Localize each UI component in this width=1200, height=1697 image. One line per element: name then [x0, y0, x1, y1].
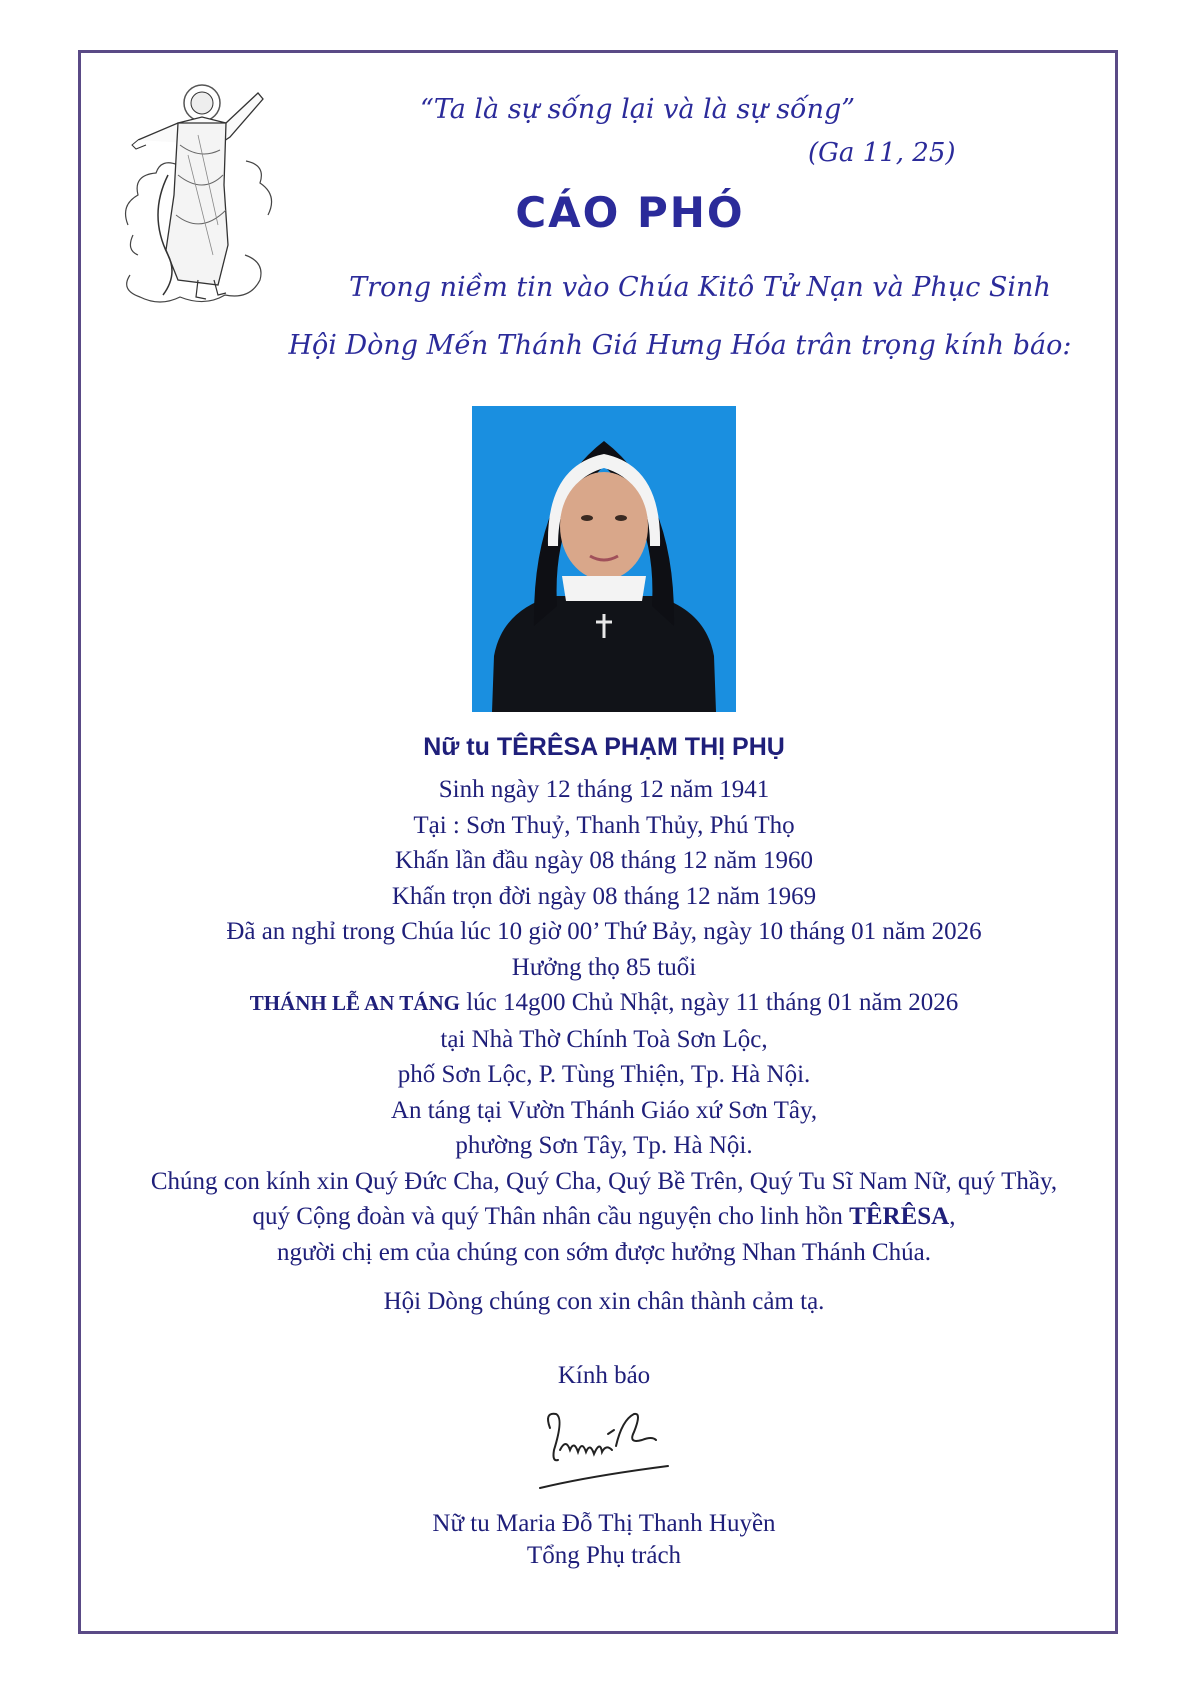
funeral-church-address: phố Sơn Lộc, P. Tùng Thiện, Tp. Hà Nội.	[397, 1061, 811, 1088]
funeral-mass-time: lúc 14g00 Chủ Nhật, ngày 11 tháng 01 năm 2026	[459, 989, 959, 1016]
page-title: CÁO PHÓ	[515, 188, 745, 237]
scripture-reference: (Ga 11, 25)	[808, 138, 956, 168]
funeral-mass-label: THÁNH LỄ AN TÁNG	[249, 991, 460, 1015]
prayer-request-suffix: ,	[949, 1203, 956, 1230]
prayer-request-line-3: người chị em của chúng con sớm được hưởng Nhan Thánh Chúa.	[276, 1238, 932, 1266]
prayer-request-line-1: Chúng con kính xin Quý Đức Cha, Quý Cha, Quý Bề Trên, Quý Tu Sĩ Nam Nữ, quý Thầy,	[150, 1167, 1058, 1195]
signer-name: Nữ tu Maria Đỗ Thị Thanh Huyền	[432, 1510, 776, 1537]
funeral-mass	[0, 985, 1200, 1022]
prayer-request-line-2	[0, 1199, 1200, 1235]
intro-line-1: Trong niềm tin vào Chúa Kitô Tử Nạn và Phục Sinh	[349, 272, 1051, 303]
birth-date: Sinh ngày 12 tháng 12 năm 1941	[438, 776, 770, 803]
final-vows: Khấn trọn đời ngày 08 tháng 12 năm 1969	[391, 882, 817, 910]
burial-address: phường Sơn Tây, Tp. Hà Nội.	[455, 1132, 753, 1159]
scripture-quote: “Ta là sự sống lại và là sự sống”	[420, 94, 856, 125]
intro-line-2: Hội Dòng Mến Thánh Giá Hưng Hóa trân trọng kính báo:	[288, 330, 1072, 361]
signer-block	[0, 1508, 1200, 1572]
deceased-name: Nữ tu TÊRÊSA PHẠM THỊ PHỤ	[423, 733, 785, 761]
thanks-line: Hội Dòng chúng con xin chân thành cảm tạ.	[383, 1288, 825, 1315]
signer-title: Tổng Phụ trách	[526, 1542, 682, 1569]
portrait-photo	[472, 406, 736, 712]
burial-place: An táng tại Vườn Thánh Giáo xứ Sơn Tây,	[390, 1096, 818, 1124]
prayer-request-name: TÊRÊSA	[849, 1203, 950, 1230]
kinh-bao-label: Kính báo	[557, 1362, 651, 1389]
prayer-request-prefix: quý Cộng đoàn và quý Thân nhân cầu nguyện cho linh hồn	[252, 1203, 850, 1230]
first-vows: Khấn lần đầu ngày 08 tháng 12 năm 1960	[395, 847, 813, 874]
obituary-details	[0, 772, 1200, 1270]
handwritten-signature	[530, 1400, 680, 1495]
birth-place: Tại : Sơn Thuỷ, Thanh Thủy, Phú Thọ	[413, 811, 795, 839]
funeral-church: tại Nhà Thờ Chính Toà Sơn Lộc,	[440, 1025, 768, 1053]
nun-portrait-image	[472, 406, 736, 712]
death-date: Đã an nghỉ trong Chúa lúc 10 giờ 00’ Thứ Bảy, ngày 10 tháng 01 năm 2026	[226, 918, 982, 945]
age-at-death: Hưởng thọ 85 tuổi	[511, 953, 697, 981]
